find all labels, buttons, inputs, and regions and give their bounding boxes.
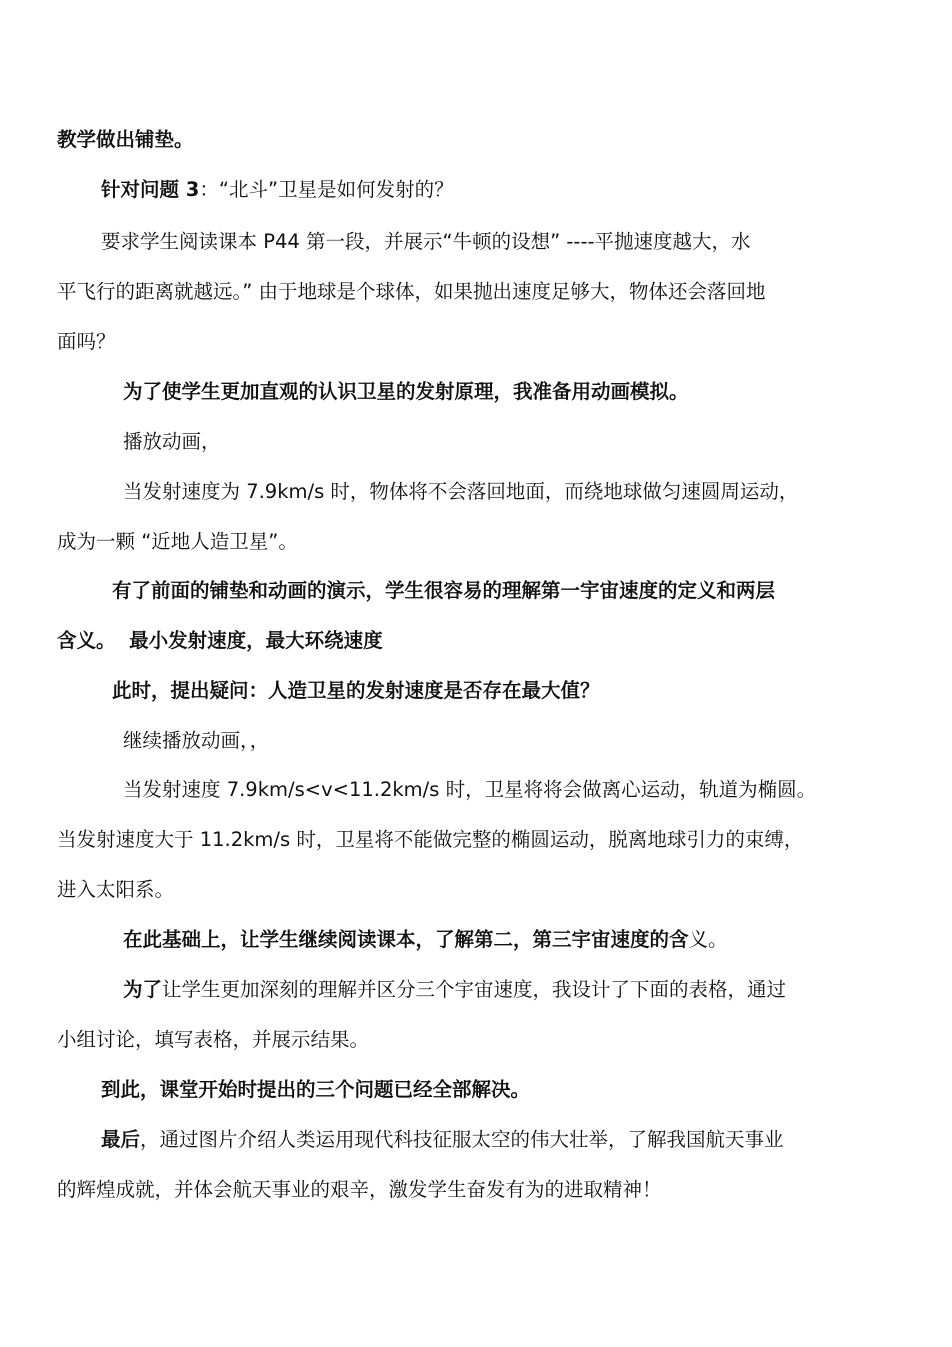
normal-text: 的辉煌成就，并体会航天事业的艰辛，激发学生奋发有为的进取精神！ (57, 1178, 662, 1201)
normal-text: 播放动画， (123, 430, 221, 453)
paragraph-line (57, 876, 174, 904)
normal-text: 当发射速度为 7.9km/s 时，物体将不会落回地面，而绕地球做匀速圆周运动， (123, 480, 799, 503)
normal-text: 进入太阳系。 (57, 878, 175, 901)
paragraph-line (112, 677, 600, 705)
paragraph-line (101, 1126, 784, 1154)
paragraph-line (57, 627, 383, 655)
normal-text: 义。 (688, 928, 728, 951)
bold-text: 含义。 最小发射速度，最大环绕速度 (57, 629, 383, 652)
normal-text: ：“北斗”卫星是如何发射的？ (199, 178, 454, 201)
bold-text: 为了使学生更加直观的认识卫星的发射原理，我准备用动画模拟。 (123, 380, 689, 403)
paragraph-line (123, 776, 816, 804)
bold-text: 针对问题 3 (101, 178, 200, 201)
paragraph-line (101, 176, 454, 204)
bold-text: 有了前面的铺垫和动画的演示，学生很容易的理解第一宇宙速度的定义和两层 (112, 579, 776, 602)
bold-text: 此时，提出疑问：人造卫星的发射速度是否存在最大值？ (112, 679, 600, 702)
paragraph-line (57, 1026, 369, 1054)
paragraph-line (57, 826, 803, 854)
normal-text: 平飞行的距离就越远。” 由于地球是个球体，如果抛出速度足够大，物体还会落回地 (57, 280, 766, 303)
normal-text: 面吗？ (57, 330, 116, 353)
paragraph-line (123, 926, 728, 954)
normal-text: 要求学生阅读课本 P44 第一段，并展示“牛顿的设想” ----平抛速度越大，水 (101, 230, 751, 253)
normal-text: 让学生更加深刻的理解并区分三个宇宙速度，我设计了下面的表格，通过 (162, 978, 787, 1001)
paragraph-line (123, 428, 221, 456)
paragraph-line (123, 478, 798, 506)
normal-text: 小组讨论，填写表格，并展示结果。 (57, 1028, 370, 1051)
paragraph-line (57, 126, 194, 154)
bold-text: 到此，课堂开始时提出的三个问题已经全部解决。 (101, 1078, 531, 1101)
paragraph-line (112, 577, 775, 605)
normal-text: 当发射速度 7.9km/s<v<11.2km/s 时，卫星将将会做离心运动，轨道为椭圆。 (123, 778, 817, 801)
normal-text: 继续播放动画，， (123, 729, 270, 752)
bold-text: 在此基础上，让学生继续阅读课本，了解第二，第三宇宙速度的含 (123, 928, 689, 951)
normal-text: 当发射速度大于 11.2km/s 时，卫星将不能做完整的椭圆运动，脱离地球引力的束缚， (57, 828, 804, 851)
bold-text: 最后 (101, 1128, 141, 1151)
paragraph-line (123, 727, 269, 755)
paragraph-line (57, 528, 298, 556)
paragraph-line (57, 278, 766, 306)
paragraph-line (101, 1076, 530, 1104)
normal-text: 成为一颗 “近地人造卫星”。 (57, 530, 298, 553)
normal-text: ，通过图片介绍人类运用现代科技征服太空的伟大壮举，了解我国航天事业 (140, 1128, 784, 1151)
paragraph-line (57, 328, 116, 356)
bold-text: 教学做出铺垫。 (57, 128, 194, 151)
paragraph-line (101, 228, 751, 256)
paragraph-line (123, 378, 689, 406)
paragraph-line (57, 1176, 662, 1204)
bold-text: 为了 (123, 978, 163, 1001)
paragraph-line (123, 976, 786, 1004)
